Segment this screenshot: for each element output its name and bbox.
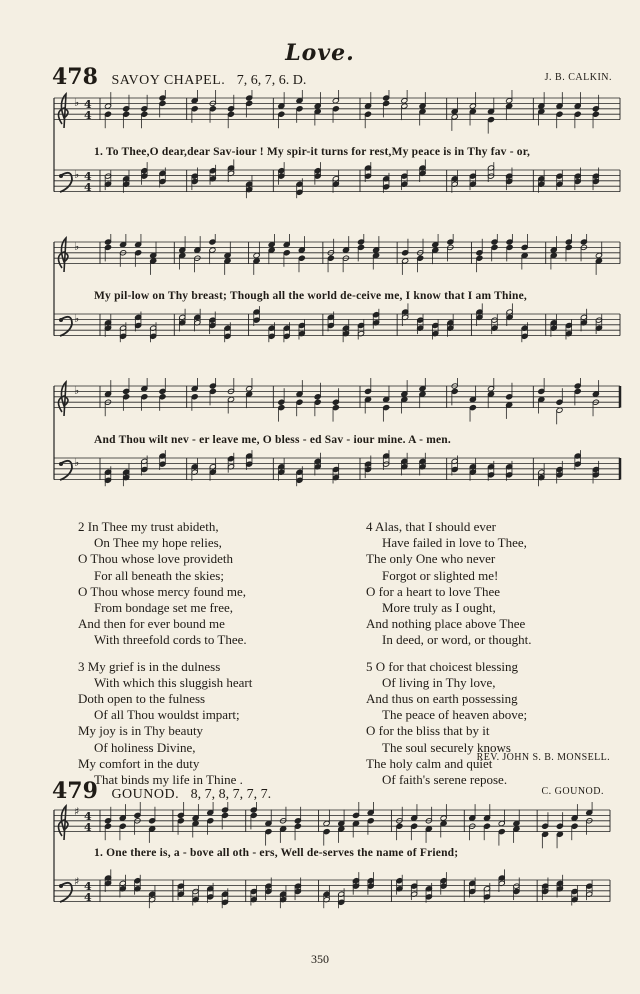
bass-clef-dot [59, 318, 63, 322]
lyric-line-2: My pil-low on Thy breast; Though all the world de-ceive me, I know that I am Thine, [94, 290, 527, 302]
verse-line: O Thou whose love provideth [78, 551, 234, 567]
staff-system-4-notation [50, 802, 625, 942]
verse-line: That binds my life in Thine . [94, 772, 243, 788]
verse-line: From bondage set me free, [94, 600, 233, 616]
section-title: Love. [285, 40, 355, 66]
key-signature-icon: ♯ [74, 805, 80, 818]
hymn-478-composer: J. B. CALKIN. [544, 72, 612, 83]
lyric-line-4: 1. One there is, a - bove all oth - ers, Well de-serves the name of Friend; [94, 847, 459, 859]
verse-4 [366, 519, 531, 649]
verse-line: Doth open to the fulness [78, 691, 206, 707]
time-signature-icon: 4 [84, 810, 92, 823]
hymn-479-tune: GOUNOD. [111, 787, 180, 802]
bass-clef-dot [59, 174, 63, 178]
verse-line: My joy is in Thy beauty [78, 723, 204, 739]
page-number: 350 [311, 952, 329, 966]
verse-line: 2 In Thee my trust abideth, [78, 519, 219, 534]
hymn-478-header [52, 64, 306, 90]
time-signature-icon: 4 [84, 891, 92, 904]
treble-clef-icon [58, 382, 68, 416]
treble-clef-icon [58, 238, 68, 272]
verse-line: More truly as I ought, [382, 600, 496, 616]
verse-line: 5 O for that choicest blessing [366, 658, 518, 674]
bass-clef-dot [59, 462, 63, 466]
key-signature-icon: ♭ [74, 168, 80, 181]
music-system-1 [50, 90, 625, 220]
music-system-4 [50, 802, 625, 942]
hymn-478-attribution: REV. JOHN S. B. MONSELL. [476, 752, 610, 763]
verse-line: With threefold cords to Thee. [94, 632, 247, 648]
hymn-479-composer: C. GOUNOD. [541, 786, 604, 797]
verse-line: And nothing place above Thee [366, 616, 526, 632]
time-signature-icon: 4 [84, 880, 92, 893]
time-signature-icon: 4 [84, 109, 92, 122]
verse-2 [78, 519, 252, 649]
verse-line: For all beneath the skies; [94, 567, 224, 583]
key-signature-icon: ♭ [74, 240, 80, 253]
key-signature-icon: ♭ [74, 312, 80, 325]
hymn-478-tune: SAVOY CHAPEL. [111, 73, 226, 88]
key-signature-icon: ♭ [74, 384, 80, 397]
verse-line: The holy calm and quiet [366, 755, 493, 771]
treble-clef-icon [58, 94, 68, 128]
treble-clef-icon [58, 806, 68, 840]
verse-line: Of living in Thy love, [382, 674, 496, 690]
verse-line: Of all Thou wouldst impart; [94, 707, 240, 723]
verse-line: O Thou whose mercy found me, [78, 583, 247, 599]
verse-line: My comfort in the duty [78, 755, 200, 771]
hymn-479-header [52, 778, 271, 804]
bass-clef-dot [59, 884, 63, 888]
time-signature-icon: 4 [84, 98, 92, 111]
verse-line: In deed, or word, or thought. [382, 632, 532, 648]
staff-lines [54, 98, 620, 192]
verse-line: The peace of heaven above; [382, 707, 528, 723]
key-signature-icon: ♭ [74, 456, 80, 469]
hymn-478-meter: 7, 6, 7, 6. D. [236, 73, 307, 88]
staff-lines [54, 242, 620, 336]
lyric-line-3: And Thou wilt nev - er leave me, O bless - ed Sav - iour mine. A - men. [94, 434, 451, 446]
verse-line: O for a heart to love Thee [366, 583, 501, 599]
verse-line: 4 Alas, that I should ever [366, 519, 496, 534]
hymn-479-meter: 8, 7, 8, 7, 7, 7. [190, 787, 272, 802]
verse-line: And then for ever bound me [78, 616, 225, 632]
time-signature-icon: 4 [84, 821, 92, 834]
time-signature-icon: 4 [84, 170, 92, 183]
music-system-2 [50, 234, 625, 364]
key-signature-icon: ♯ [74, 875, 80, 888]
time-signature-icon: 4 [84, 181, 92, 194]
verse-line: Of holiness Divine, [94, 739, 196, 755]
verse-line: 3 My grief is in the dulness [78, 658, 221, 674]
key-signature-icon: ♭ [74, 96, 80, 109]
hymn-478-number: 478 [52, 64, 98, 90]
verse-line: Forgot or slighted me! [382, 567, 499, 583]
hymn-479-number: 479 [52, 778, 98, 804]
lyric-line-1: 1. To Thee,O dear,dear Sav-iour ! My spir-it turns for rest,My peace is in Thy fav - or, [94, 146, 531, 158]
verse-line: The soul securely knows [382, 739, 511, 755]
verse-line: Of faith's serene repose. [382, 772, 508, 788]
verse-line: O for the bliss that by it [366, 723, 490, 739]
verse-line: The only One who never [366, 551, 496, 567]
verse-line: And thus on earth possessing [366, 691, 518, 707]
verses-left-column [78, 519, 252, 798]
verse-line: With which this sluggish heart [94, 674, 253, 690]
verse-5 [366, 659, 531, 789]
verse-3 [78, 659, 252, 789]
verse-line: Have failed in love to Thee, [382, 535, 527, 551]
music-system-3 [50, 378, 625, 508]
verse-line: On Thee my hope relies, [94, 535, 222, 551]
